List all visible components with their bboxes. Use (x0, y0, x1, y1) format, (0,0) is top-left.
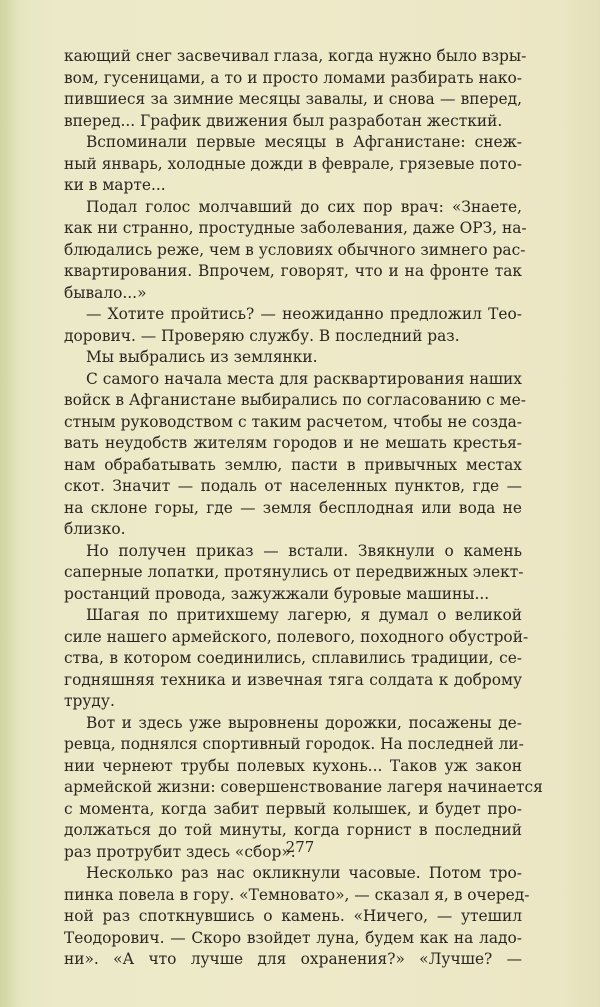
text-line: пившиеся за зимние месяцы завалы, и снова — вперед, (64, 90, 522, 108)
text-line: саперные лопатки, протянулись от передвижных элект- (64, 563, 524, 581)
text-line: Теодорович. — Скоро взойдет луна, будем как на ладо- (64, 928, 522, 947)
text-line: Шагая по притихшему лагерю, я думал о великой (86, 606, 522, 624)
text-line: нам обрабатывать землю, пасти в привычных местах (64, 455, 522, 474)
text-line: ревца, поднялся спортивный городок. На последней ли- (64, 735, 524, 753)
text-line: ростанций провода, зажужжали буровые машины... (64, 584, 490, 603)
text-line: ной раз споткнувшись о камень. «Ничего, — утешил (64, 907, 522, 925)
text-line: дорович. — Проверяю службу. В последний раз. (64, 326, 460, 345)
text-line: силе нашего армейского, полевого, походного обустрой- (64, 627, 529, 646)
text-line: стным руководством с таким расчетом, чтобы не созда- (64, 412, 522, 431)
text-line: С самого начала места для расквартирования наших (86, 369, 522, 388)
text-line: вперед... График движения был разработан жесткий. (64, 111, 503, 130)
text-line: Несколько раз нас окликнули часовые. Потом тро- (86, 864, 522, 882)
text-line: как ни странно, простудные заболевания, даже ОРЗ, на- (64, 219, 527, 237)
text-line: войск в Афганистане выбирались по согласованию с ме- (64, 391, 526, 409)
text-line: вом, гусеницами, а то и просто ломами разбирать нако- (64, 68, 522, 87)
text-line: нии чернеют трубы полевых кухонь... Таков уж закон (64, 756, 522, 775)
text-line: ства, в котором соединились, сплавились традиции, се- (64, 649, 522, 667)
text-line: армейской жизни: совершенствование лагеря начинается (64, 778, 543, 796)
body-text (64, 46, 543, 971)
text-line: раз протрубит здесь «сбор». (64, 842, 296, 861)
text-line: на склоне горы, где — земля бесплодная или вода не (64, 498, 522, 517)
text-line: Но получен приказ — встали. Звякнули о камень (86, 541, 522, 560)
text-line: с момента, когда забит первый колышек, и будет про- (64, 799, 522, 818)
text-line: ки в марте... (64, 176, 166, 194)
text-line: — Хотите пройтись? — неожиданно предложил Тео- (86, 305, 522, 323)
text-line: бывало...» (64, 283, 147, 302)
text-line: Вот и здесь уже выровнены дорожки, посажены де- (86, 713, 522, 732)
text-line: ный январь, холодные дожди в феврале, грязевые пото- (64, 154, 522, 173)
text-line: вать неудобств жителям городов и не мешать крестья- (64, 434, 522, 452)
text-line: Подал голос молчавший до сих пор врач: «Знаете, (86, 197, 522, 216)
text-line: ни». «А что лучше для охранения?» «Лучше? — (64, 950, 522, 968)
text-line: должаться до той минуты, когда горнист в последний (64, 821, 522, 839)
text-line: кающий снег засвечивал глаза, когда нужно было взры- (64, 47, 527, 65)
text-line: Вспоминали первые месяцы в Афганистане: снеж- (86, 133, 522, 151)
text-line: Мы выбрались из землянки. (86, 348, 318, 366)
text-line: годняшняя техника и извечная тяга солдата к доброму (64, 670, 522, 689)
text-line: труду. (64, 692, 115, 710)
text-line: квартирования. Впрочем, говорят, что и на фронте так (64, 262, 522, 280)
text-line: блюдались реже, чем в условиях обычного зимнего рас- (64, 240, 526, 259)
text-line: близко. (64, 520, 126, 538)
page-number: 277 (285, 838, 315, 856)
text-line: скот. Значит — подаль от населенных пунктов, где — (64, 477, 522, 495)
text-line: пинка повела в гору. «Темновато», — сказал я, в очеред- (64, 885, 530, 904)
